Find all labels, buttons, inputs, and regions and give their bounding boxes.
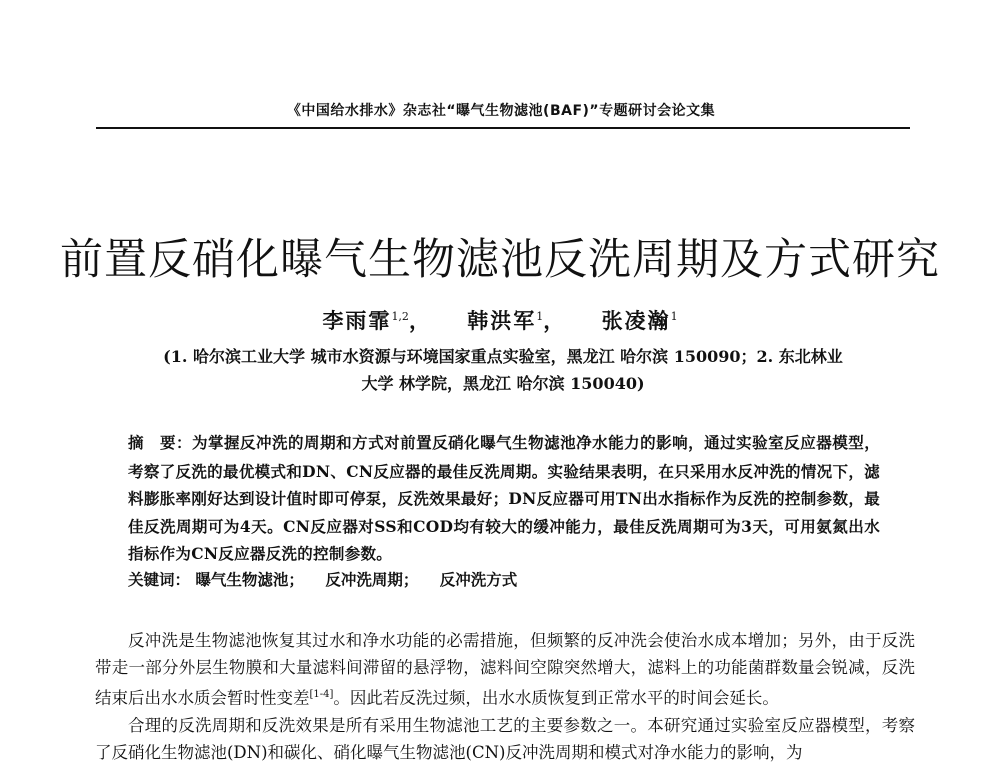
author-affiliation-mark: 1 [670, 310, 678, 323]
author-name: 张凌瀚 [601, 308, 671, 333]
citation-ref: [1-4] [309, 689, 334, 700]
paragraph: 合理的反洗周期和反洗效果是所有采用生物滤池工艺的主要参数之一。本研究通过实验室反应器模型，考察了反硝化生物滤池(DN)和碳化、硝化曝气生物滤池(CN)反冲洗周期和模式对净水能力的影响，为 [95, 715, 915, 762]
keyword: 反冲洗周期； [325, 570, 419, 589]
affiliation-line: (1. 哈尔滨工业大学 城市水资源与环境国家重点实验室，黑龙江 哈尔滨 150090；2. 东北林业 [163, 347, 843, 366]
author-affiliation-mark: 1,2 [391, 310, 409, 323]
abstract-label: 摘 要： [128, 434, 193, 452]
paragraph-text: 反冲洗是生物滤池恢复其过水和净水功能的必需措施，但频繁的反冲洗会使治水成本增加；另外，由于反洗带走一部分外层生物膜和大量滤料间滞留的悬浮物，滤料间空隙突然增大，滤料上的功能菌群数量会锐减，反洗结束后出水水质会暂时性变差 [95, 631, 915, 708]
affiliations [128, 343, 878, 397]
author-list [200, 305, 800, 335]
abstract-text: 为掌握反冲洗的周期和方式对前置反硝化曝气生物滤池净水能力的影响，通过实验室反应器模型，考察了反洗的最优模式和DN、CN反应器的最佳反洗周期。实验结果表明，在只采用水反冲洗的情况下，滤料膨胀率刚好达到设计值时即可停泵，反洗效果最好；DN反应器可用TN出水指标作为反洗的控制参数，最佳反洗周期可为4天。CN反应器对SS和COD均有较大的缓冲能力，最佳反洗周期可为3天，可用氨氮出水指标作为CN反应器反洗的控制参数。 [128, 433, 881, 563]
paper-title: 前置反硝化曝气生物滤池反洗周期及方式研究 [60, 235, 940, 285]
body-text [95, 627, 915, 766]
paragraph [95, 627, 915, 712]
author-name: 韩洪军 [467, 308, 537, 333]
author-name: 李雨霏 [322, 308, 392, 333]
author-separator: ， [543, 308, 567, 333]
keyword: 曝气生物滤池； [195, 570, 304, 589]
abstract [128, 429, 880, 568]
affiliation-line: 大学 林学院，黑龙江 哈尔滨 150040) [361, 374, 645, 393]
header-rule [96, 127, 910, 129]
keyword: 反冲洗方式 [439, 570, 518, 589]
author-separator: ， [408, 308, 432, 333]
running-head: 《中国给水排水》杂志社“曝气生物滤池(BAF)”专题研讨会论文集 [286, 103, 716, 119]
author-affiliation-mark: 1 [536, 310, 544, 323]
keywords-label: 关键词： [128, 571, 191, 589]
paragraph-text: 。因此若反洗过频，出水水质恢复到正常水平的时间会延长。 [333, 688, 779, 708]
keywords [128, 566, 880, 594]
